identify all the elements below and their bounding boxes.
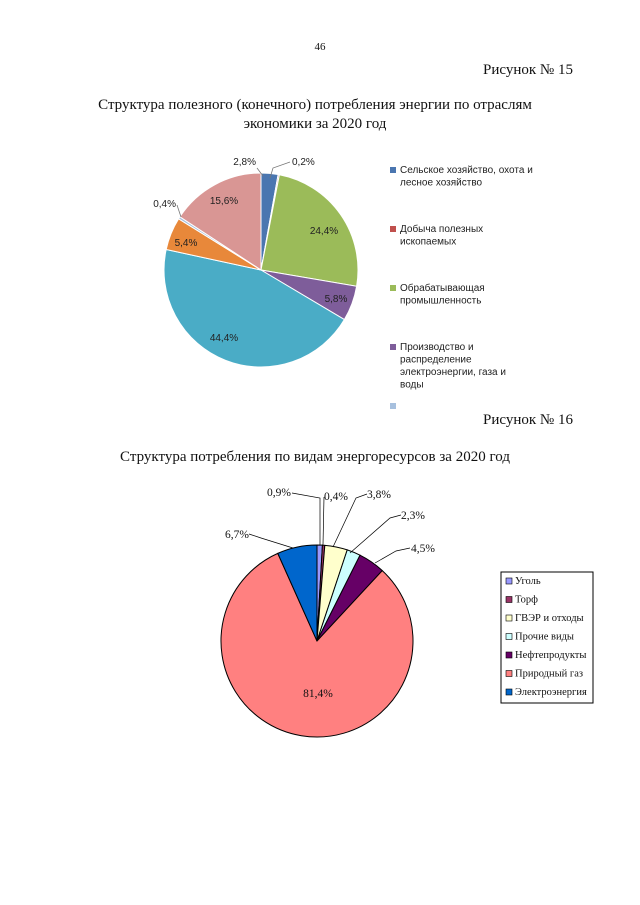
chart1-data-label-5: 5,4% xyxy=(174,238,198,249)
chart1-data-label-1: 0,2% xyxy=(292,157,315,168)
chart2-legend-label-5: Природный газ xyxy=(515,668,584,680)
chart2-legend-label-4: Нефтепродукты xyxy=(515,650,587,661)
chart2-leader-line-0 xyxy=(292,493,320,545)
figure-15-label: Рисунок № 15 xyxy=(483,62,573,78)
chart2-legend-label-1: Торф xyxy=(515,594,538,606)
chart2-legend-swatch-4 xyxy=(506,652,512,658)
chart1-legend-label-0: Сельское хозяйство, охота и лесное хозяйство xyxy=(400,165,533,189)
chart1-legend-label-2: Обрабатывающая промышленность xyxy=(400,283,485,307)
chart2-leader-line-6 xyxy=(249,534,293,548)
chart2-legend-swatch-6 xyxy=(506,689,512,695)
chart2-legend-swatch-0 xyxy=(506,578,512,584)
chart2-legend-swatch-2 xyxy=(506,615,512,621)
chart2-data-label-3: 2,3% xyxy=(401,510,425,522)
chart1-data-label-0: 2,8% xyxy=(233,157,256,168)
chart2-leader-line-1 xyxy=(323,497,324,545)
chart2-data-label-1: 0,4% xyxy=(324,491,348,503)
chart2-legend-swatch-1 xyxy=(506,597,512,603)
chart1-data-label-4: 44,4% xyxy=(209,333,239,344)
chart2-legend-item-3 xyxy=(506,632,574,643)
chart1-data-label-2: 24,4% xyxy=(309,226,339,237)
chart2-legend-label-0: Уголь xyxy=(515,576,541,587)
chart-2-title: Структура потребления по видам энергоресурсов за 2020 год xyxy=(120,449,510,465)
chart2-data-label-5: 81,4% xyxy=(303,688,333,700)
chart1-data-label-6: 0,4% xyxy=(153,199,176,210)
chart1-data-label-7: 15,6% xyxy=(209,196,239,207)
chart1-legend-label-1: Добыча полезных ископаемых xyxy=(400,224,484,248)
chart2-legend-item-6 xyxy=(506,687,587,698)
chart1-legend-label-3: Производство и распределение электроэнергии, газа и воды xyxy=(400,342,506,391)
chart2-data-label-0: 0,9% xyxy=(267,487,291,499)
chart2-data-label-6: 6,7% xyxy=(225,529,249,541)
chart2-legend-label-6: Электроэнергия xyxy=(515,687,587,698)
chart2-data-label-4: 4,5% xyxy=(411,543,435,555)
chart2-legend-label-2: ГВЭР и отходы xyxy=(515,613,584,624)
figure-16-label: Рисунок № 16 xyxy=(483,412,573,428)
chart2-legend-label-3: Прочие виды xyxy=(515,631,574,643)
chart2-leader-line-4 xyxy=(375,548,410,563)
chart2-legend-item-2 xyxy=(506,613,584,624)
chart2-legend-item-5 xyxy=(506,669,583,680)
chart2-leader-line-3 xyxy=(350,515,401,553)
chart2-legend-item-4 xyxy=(506,650,586,661)
chart2-legend-swatch-3 xyxy=(506,634,512,640)
chart1-data-label-3: 5,8% xyxy=(324,294,348,305)
chart2-legend-swatch-5 xyxy=(506,671,512,677)
chart2-data-label-2: 3,8% xyxy=(367,489,391,501)
page-number: 46 xyxy=(314,41,326,53)
chart-1-title: Структура полезного (конечного) потребления энергии по отраслям экономики за 2020 год xyxy=(98,97,532,132)
